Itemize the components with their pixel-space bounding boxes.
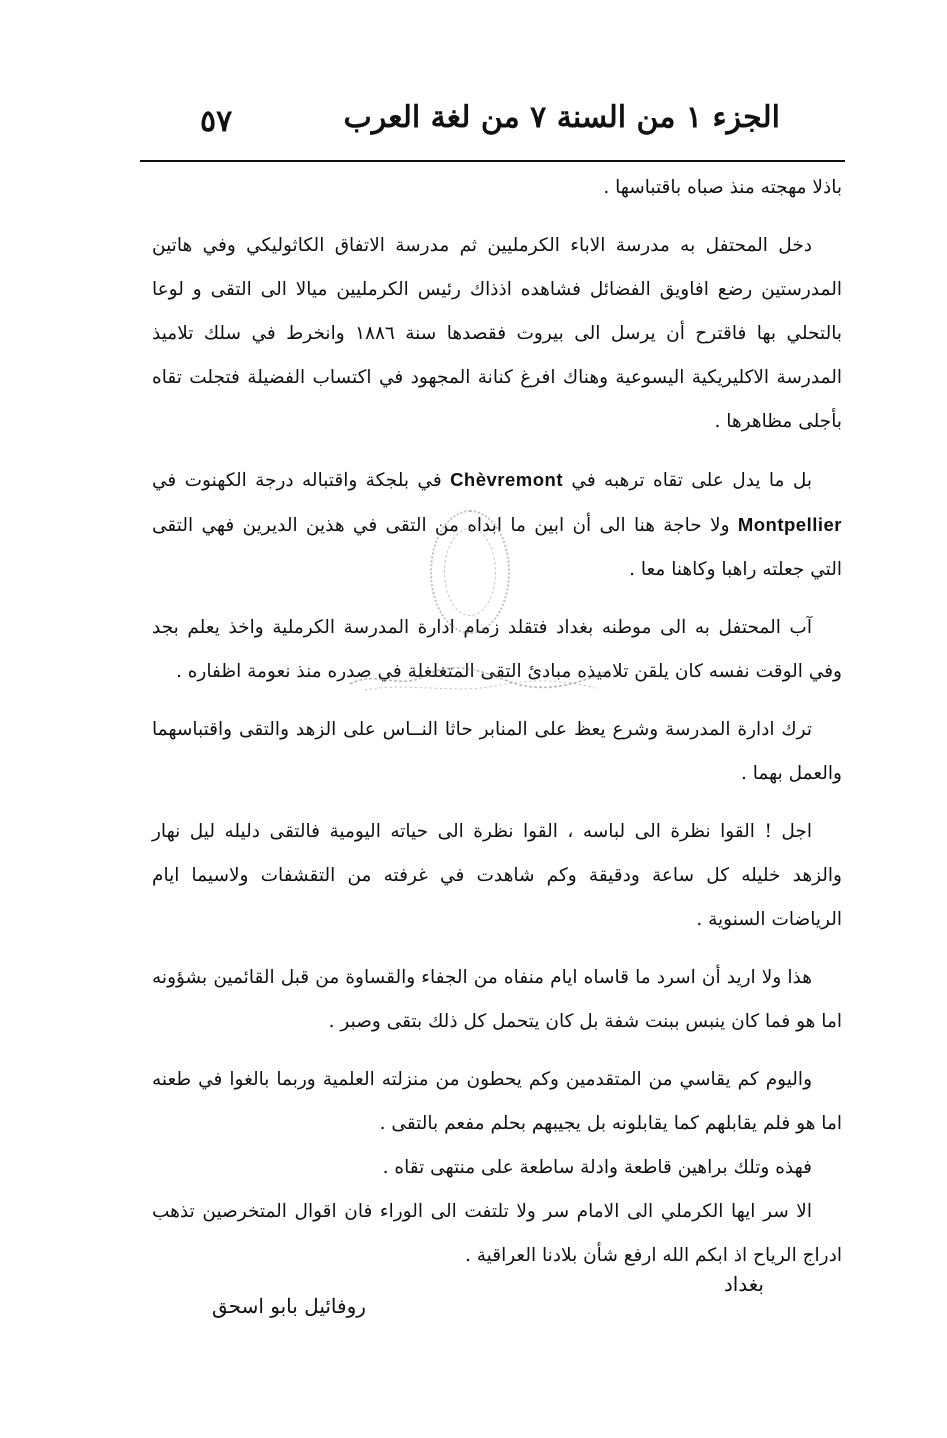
paragraph-8: واليوم كم يقاسي من المتقدمين وكم يحطون من منزلته العلمية وربما بالغوا في طعنه اما هو فلم يقابلهم كما يقابلونه بل يجيبهم بحلم مفعم بالتقى . bbox=[152, 1069, 842, 1134]
paragraph-10: الا سر ايها الكرملي الى الامام سر ولا تلتفت الى الوراء فان اقوال المتخرصين تذهب ادراج الرياح اذ ابكم الله ارفع شأن بلادنا العراقية . bbox=[152, 1201, 842, 1266]
page-header bbox=[140, 96, 840, 152]
latin-place-chevremont: Chèvremont bbox=[450, 469, 564, 490]
closing bbox=[152, 1272, 842, 1322]
paragraph-9: فهذه وتلك براهين قاطعة وادلة ساطعة على منتهى تقاه . bbox=[382, 1157, 812, 1178]
paragraph-3: بل ما يدل على تقاه ترهبه في Chèvremont في بلجكة واقتباله درجة الكهنوت في Montpellier ولا حاجة هنا الى أن ابين ما ابداه من التقى في هذين الديرين فهي التقى التي جعلته راهبا وكاهنا معا . bbox=[152, 469, 842, 580]
paragraph-4: آب المحتفل به الى موطنه بغداد فتقلد زمام ادارة المدرسة الكرملية واخذ يعلم بجد وفي الوقت نفسه كان يلقن تلاميذه مبادئ التقى المتغلغلة في صدره منذ نعومة اظفاره . bbox=[152, 617, 842, 682]
running-title: الجزء ١ من السنة ٧ من لغة العرب bbox=[343, 100, 780, 135]
paragraph-6: اجل ! القوا نظرة الى لباسه ، القوا نظرة الى حياته اليومية فالتقى دليله ليل نهار والزهد خليله كل ساعة ودقيقة وكم شاهدت في غرفته من التقشفات ولاسيما ايام الرياضات السنوية . bbox=[152, 821, 842, 930]
latin-place-montpellier: Montpellier bbox=[737, 514, 842, 535]
page-number: ٥٧ bbox=[200, 104, 233, 139]
paragraph-2: دخل المحتفل به مدرسة الاباء الكرمليين ثم مدرسة الاتفاق الكاثوليكي وفي هاتين المدرستين رضع افاويق الفضائل فشاهده اذذاك رئيس الكرمليين ميالا الى التقى و لوعا بالتحلي بها فاقترح أن يرسل الى بيروت فقصدها سنة ١٨٨٦ وانخرط في سلك تلاميذ المدرسة الاكليريكية اليسوعية وهناك افرغ كنانة المجهود في اكتساب الفضيلة فتجلت تقاه بأجلى مظاهرها . bbox=[152, 235, 842, 432]
article-body bbox=[152, 166, 842, 1278]
paragraph-1: باذلا مهجته منذ صباه باقتباسها . bbox=[603, 177, 842, 198]
header-rule bbox=[140, 160, 845, 162]
author-signature: روفائيل بابو اسحق bbox=[212, 1294, 366, 1318]
library-stamp bbox=[430, 510, 510, 634]
paragraph-5: ترك ادارة المدرسة وشرع يعظ على المنابر حاثا النــاس على الزهد والتقى واقتباسهما والعمل بهما . bbox=[152, 719, 842, 784]
stamp-inner-ring bbox=[444, 528, 496, 616]
closing-place: بغداد bbox=[723, 1272, 764, 1296]
paragraph-7: هذا ولا اريد أن اسرد ما قاساه ايام منفاه من الجفاء والقساوة من قبل القائمين بشؤونه اما هو فما كان ينبس ببنت شفة بل كان يتحمل كل ذلك بتقى وصبر . bbox=[152, 967, 842, 1032]
handwritten-annotation bbox=[345, 660, 615, 696]
